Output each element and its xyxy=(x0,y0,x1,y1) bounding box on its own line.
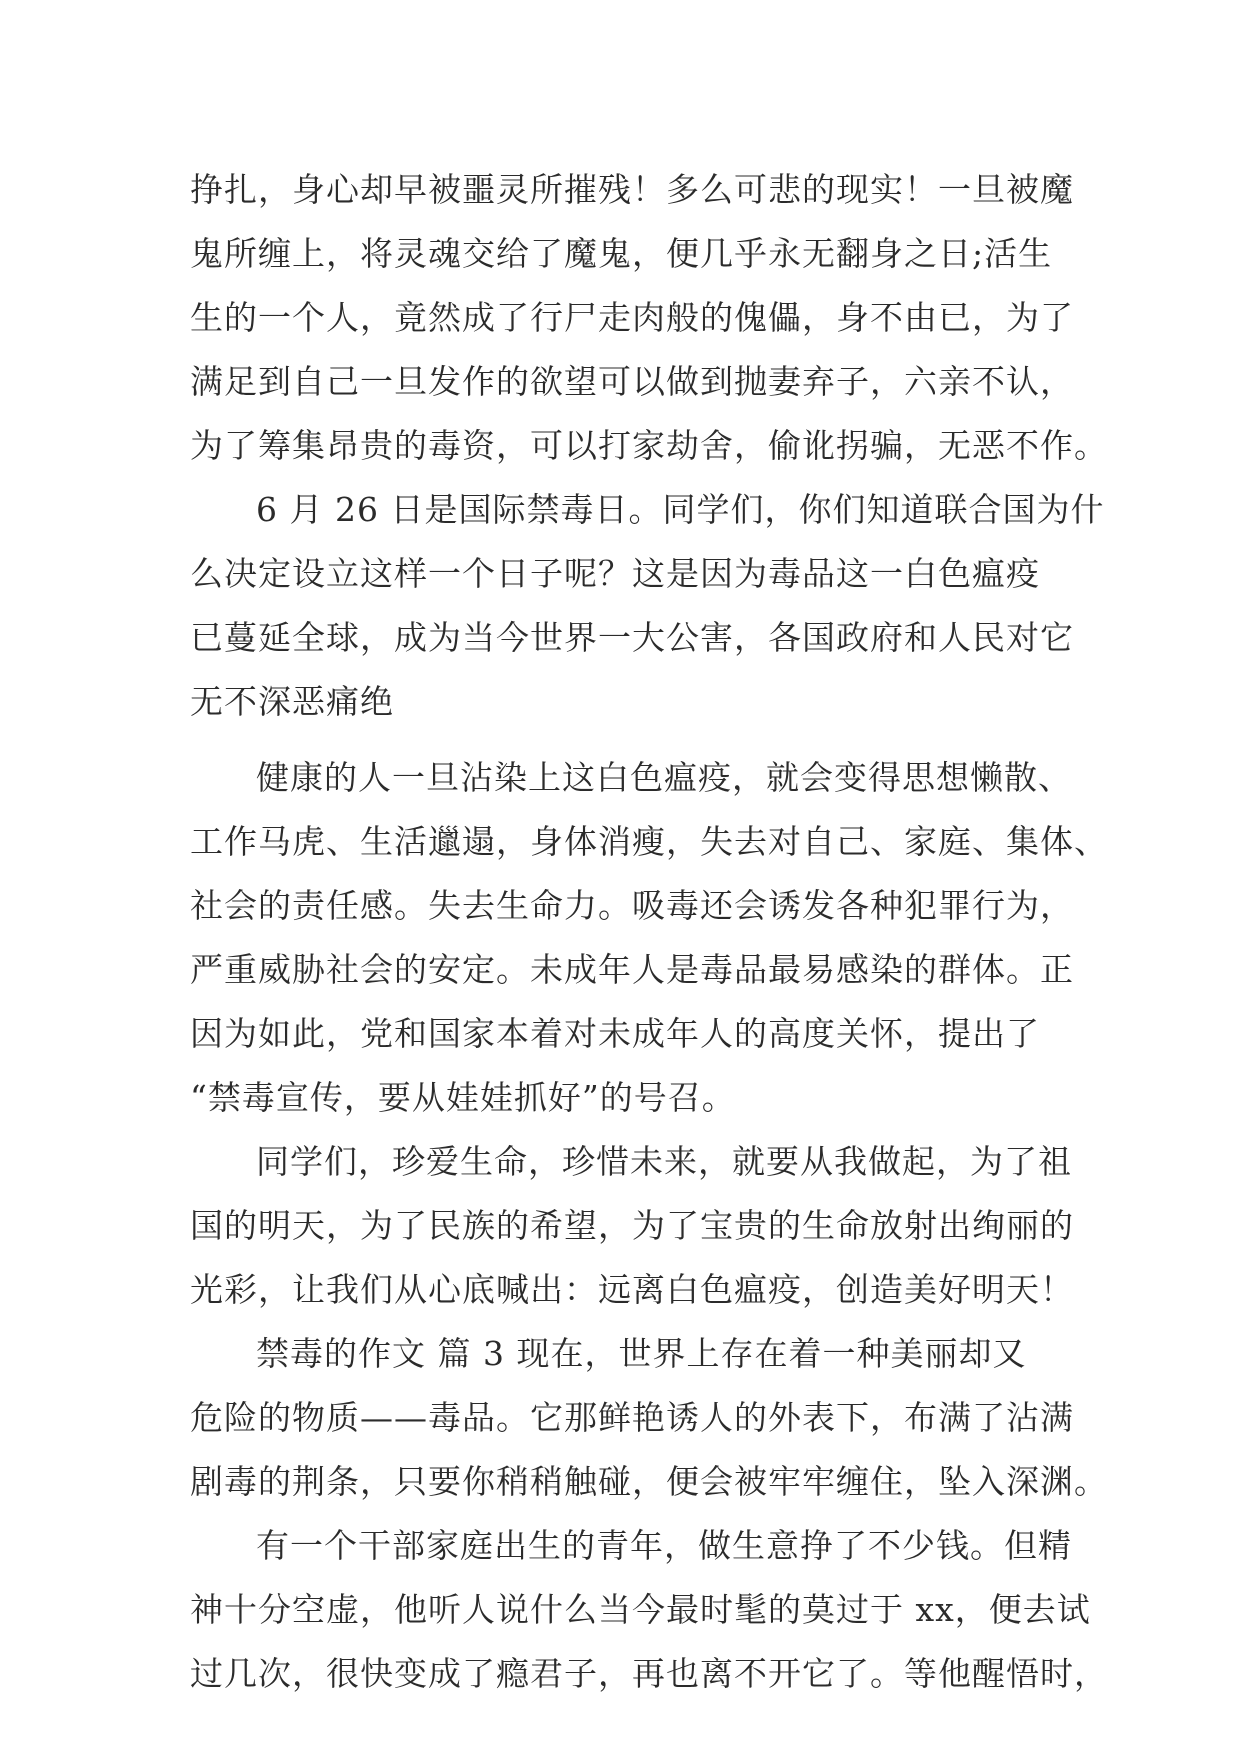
text-line: 无不深恶痛绝 xyxy=(190,682,394,721)
section-heading-line: 禁毒的作文 篇 3 现在，世界上存在着一种美丽却又 xyxy=(256,1334,1027,1373)
paragraph-start-line: 同学们，珍爱生命，珍惜未来，就要从我做起，为了祖 xyxy=(256,1142,1072,1181)
text-line: 危险的物质——毒品。它那鲜艳诱人的外表下，布满了沾满 xyxy=(190,1398,1074,1437)
text-line: “禁毒宣传，要从娃娃抓好”的号召。 xyxy=(190,1078,736,1117)
text-line: 光彩，让我们从心底喊出：远离白色瘟疫，创造美好明天！ xyxy=(190,1270,1074,1309)
text-line: 挣扎，身心却早被噩灵所摧残！多么可悲的现实！一旦被魔 xyxy=(190,170,1074,209)
paragraph-start-line: 6 月 26 日是国际禁毒日。同学们，你们知道联合国为什 xyxy=(256,490,1105,529)
text-line: 生的一个人，竟然成了行尸走肉般的傀儡，身不由已，为了 xyxy=(190,298,1074,337)
text-line: 工作马虎、生活邋遢，身体消瘦，失去对自己、家庭、集体、 xyxy=(190,822,1108,861)
text-line: 因为如此，党和国家本着对未成年人的高度关怀，提出了 xyxy=(190,1014,1040,1053)
text-line: 鬼所缠上，将灵魂交给了魔鬼，便几乎永无翻身之日;活生 xyxy=(190,234,1053,273)
text-line: 国的明天，为了民族的希望，为了宝贵的生命放射出绚丽的 xyxy=(190,1206,1074,1245)
text-line: 已蔓延全球，成为当今世界一大公害，各国政府和人民对它 xyxy=(190,618,1074,657)
text-line: 剧毒的荆条，只要你稍稍触碰，便会被牢牢缠住，坠入深渊。 xyxy=(190,1462,1108,1501)
text-line: 满足到自己一旦发作的欲望可以做到抛妻弃子，六亲不认， xyxy=(190,362,1074,401)
paragraph-start-line: 有一个干部家庭出生的青年，做生意挣了不少钱。但精 xyxy=(256,1526,1072,1565)
text-line: 么决定设立这样一个日子呢？这是因为毒品这一白色瘟疫 xyxy=(190,554,1040,593)
text-line: 过几次，很快变成了瘾君子，再也离不开它了。等他醒悟时， xyxy=(190,1654,1108,1693)
text-line: 严重威胁社会的安定。未成年人是毒品最易感染的群体。正 xyxy=(190,950,1074,989)
paragraph-start-line: 健康的人一旦沾染上这白色瘟疫，就会变得思想懒散、 xyxy=(256,758,1072,797)
text-line: 为了筹集昂贵的毒资，可以打家劫舍，偷讹拐骗，无恶不作。 xyxy=(190,426,1108,465)
body-text xyxy=(190,158,1108,1706)
text-line: 神十分空虚，他听人说什么当今最时髦的莫过于 xx，便去试 xyxy=(190,1590,1091,1629)
text-line: 社会的责任感。失去生命力。吸毒还会诱发各种犯罪行为， xyxy=(190,886,1074,925)
